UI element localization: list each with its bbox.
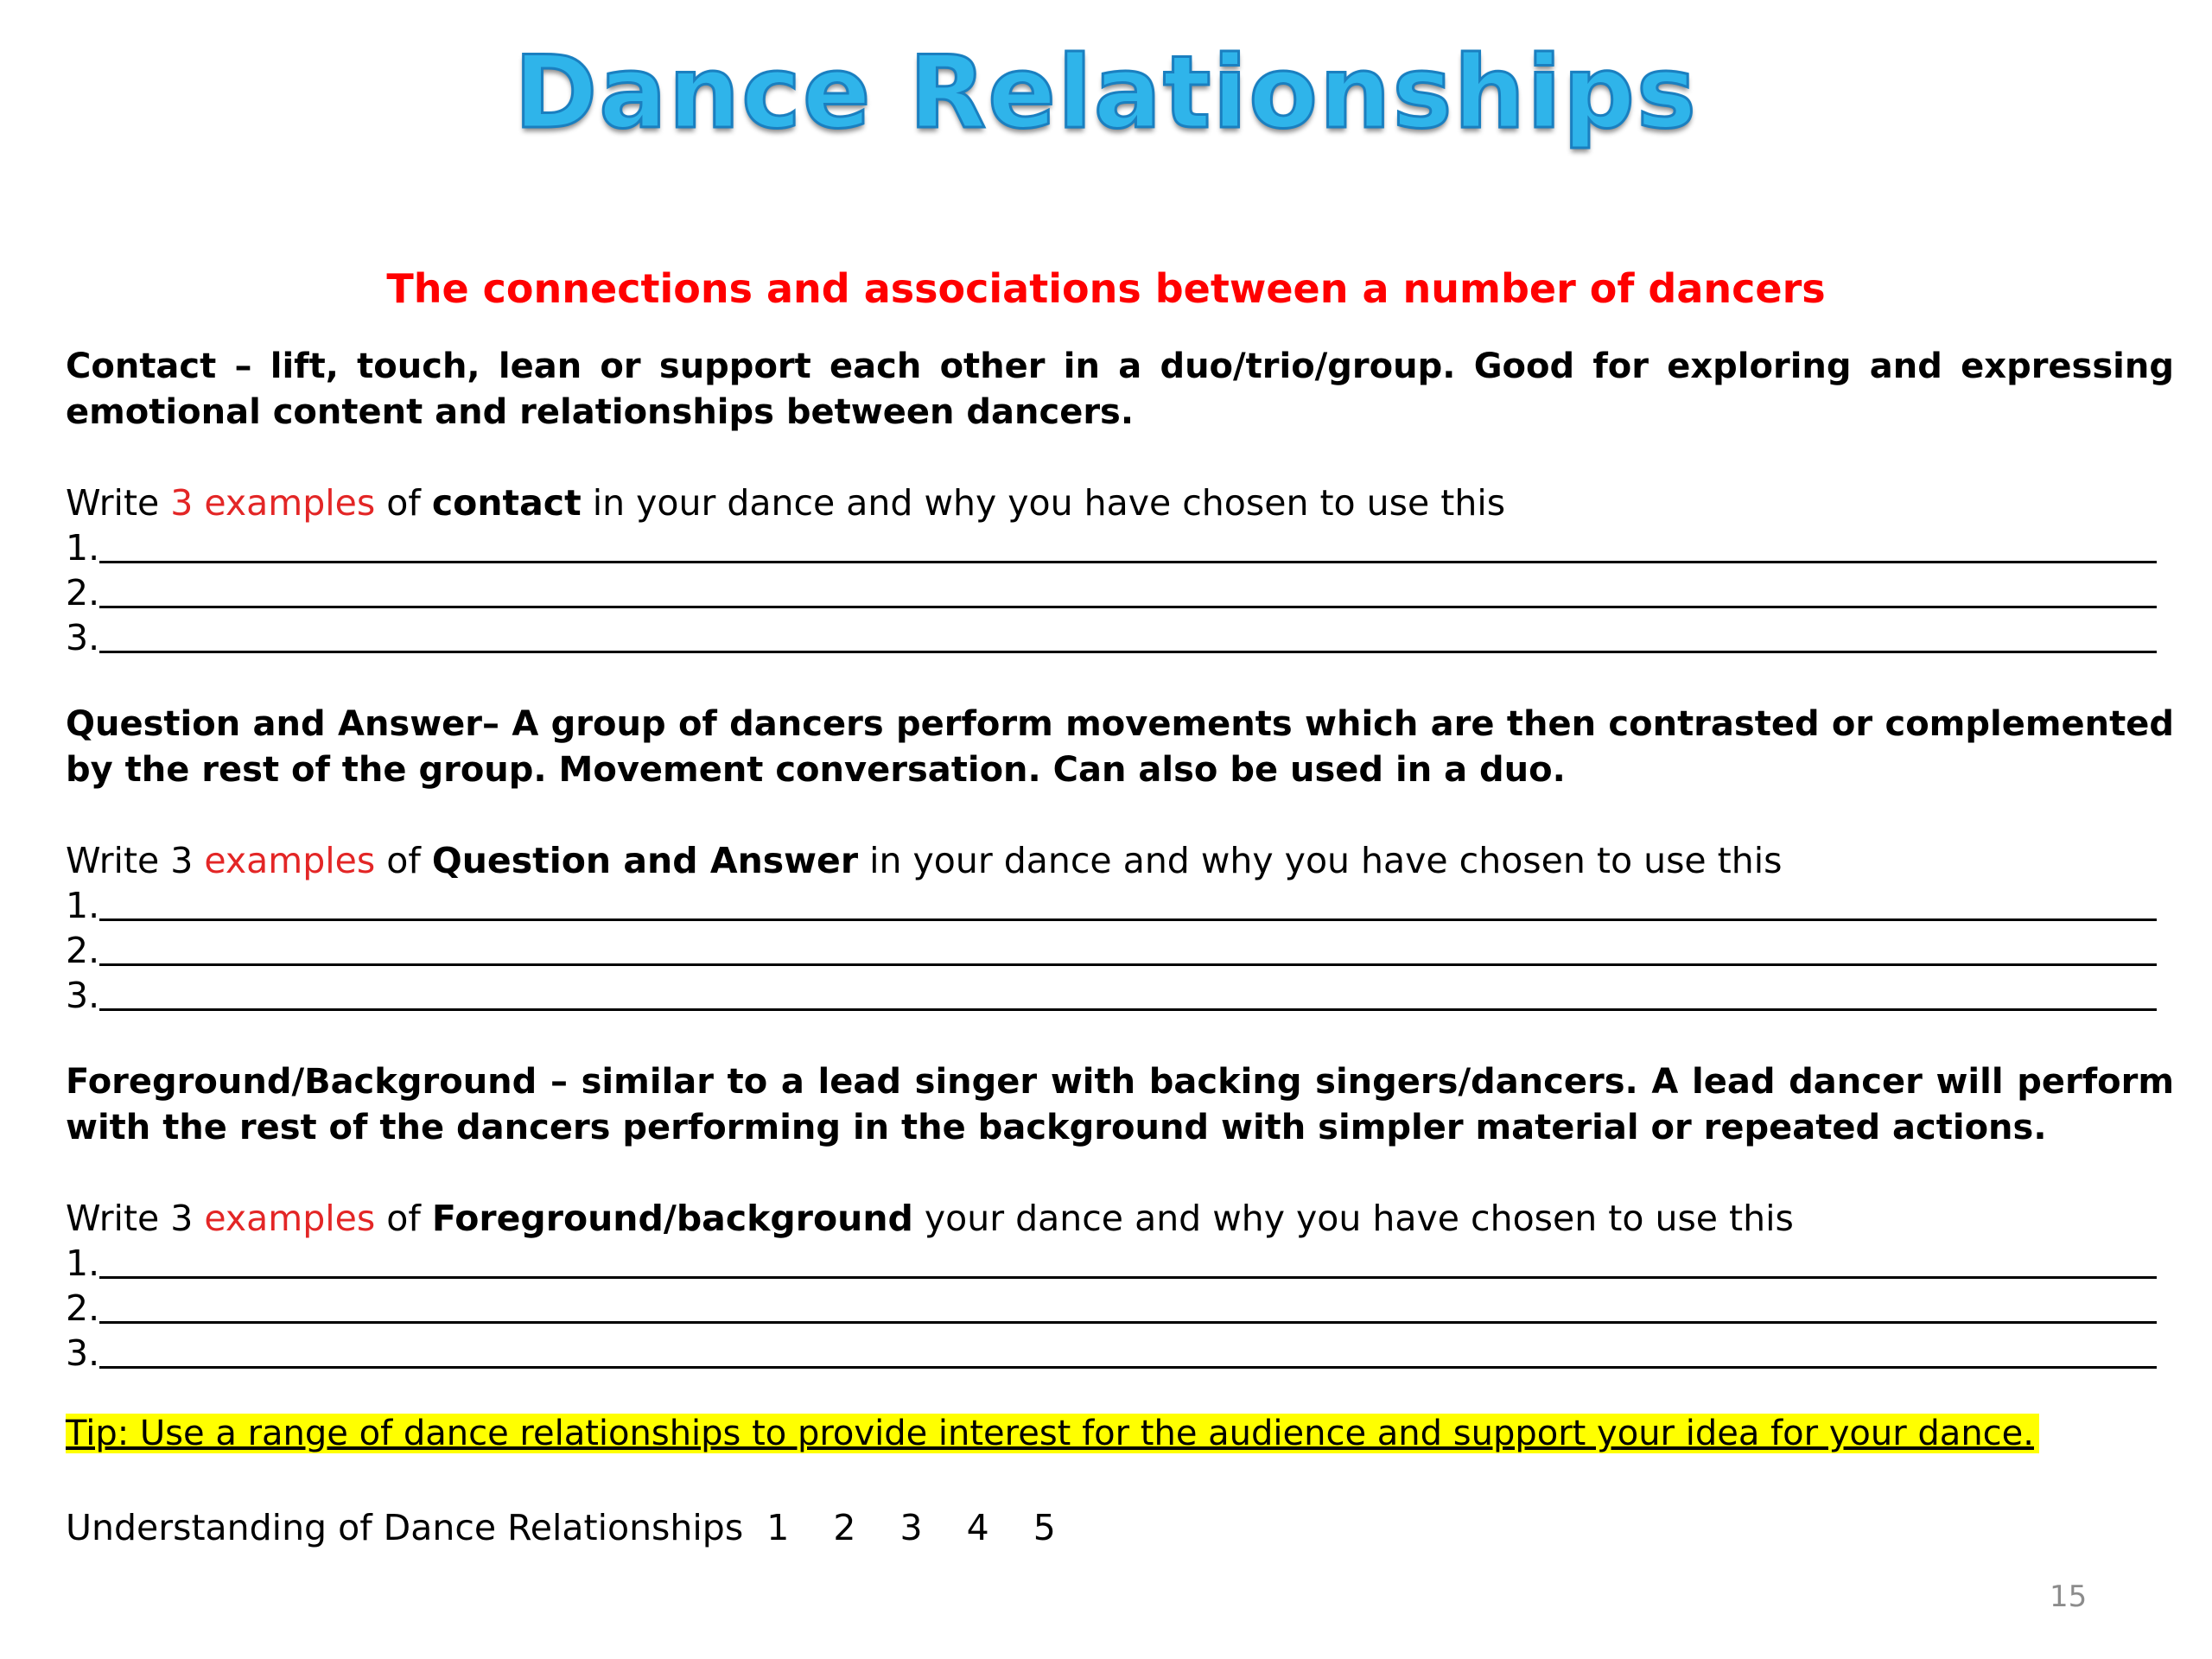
section-instruction	[66, 838, 2174, 883]
answer-line-number: 2.	[66, 1287, 100, 1329]
section-instruction	[66, 480, 2174, 525]
section-contact	[66, 344, 2174, 660]
section-description: Foreground/Background – similar to a lead singer with backing singers/dancers. A lead dancer will perform with the rest of the dancers performing in the background with simpler material or repeated actions.	[66, 1062, 2174, 1147]
answer-line-rule[interactable]	[99, 1366, 2157, 1369]
instruction-of: of	[375, 840, 432, 881]
answer-line-1[interactable]	[66, 1241, 2174, 1286]
instruction-examples: examples	[193, 1198, 376, 1239]
answer-line-number: 1.	[66, 527, 100, 569]
answer-line-rule[interactable]	[99, 1008, 2157, 1011]
answer-line-number: 2.	[66, 572, 100, 613]
answer-line-number: 3.	[66, 975, 100, 1016]
answer-lines	[66, 525, 2174, 660]
rating-label: Understanding of Dance Relationships	[66, 1507, 744, 1548]
rating-score-3[interactable]: 3	[899, 1507, 923, 1548]
section-question-answer	[66, 702, 2174, 1018]
instruction-prefix: Write 3	[66, 840, 194, 881]
section-instruction	[66, 1196, 2174, 1241]
page-title: Dance Relationships	[514, 35, 1698, 151]
answer-line-number: 1.	[66, 885, 100, 926]
tip-note	[66, 1408, 2039, 1459]
answer-line-2[interactable]	[66, 570, 2174, 615]
instruction-suffix: your dance and why you have chosen to use this	[912, 1198, 1794, 1239]
instruction-term: contact	[431, 482, 582, 524]
answer-line-number: 3.	[66, 617, 100, 658]
section-description: Contact – lift, touch, lean or support each other in a duo/trio/group. Good for exploring and expressing emotional content and relationships between dancers.	[66, 346, 2174, 432]
answer-line-rule[interactable]	[99, 963, 2157, 966]
instruction-examples: examples	[193, 482, 376, 524]
instruction-prefix: Write	[66, 482, 171, 524]
answer-line-rule[interactable]	[99, 1276, 2157, 1279]
rating-score-5[interactable]: 5	[1033, 1507, 1056, 1548]
section-foreground-background	[66, 1059, 2174, 1376]
instruction-number: 3	[170, 482, 194, 524]
instruction-term: Question and Answer	[431, 840, 859, 881]
answer-line-1[interactable]	[66, 525, 2174, 570]
answer-lines	[66, 883, 2174, 1018]
instruction-prefix: Write 3	[66, 1198, 194, 1239]
page-subtitle: The connections and associations between a number of dancers	[386, 265, 1826, 312]
tip-text: Tip: Use a range of dance relationships to provide interest for the audience and support your idea for your dance.	[66, 1414, 2039, 1453]
instruction-term: Foreground/background	[431, 1198, 913, 1239]
section-description: Question and Answer– A group of dancers perform movements which are then contrasted or complemented by the rest of the group. Movement conversation. Can also be used in a duo.	[66, 704, 2174, 790]
answer-line-rule[interactable]	[99, 561, 2157, 563]
answer-line-2[interactable]	[66, 1286, 2174, 1331]
instruction-examples: examples	[193, 840, 376, 881]
rating-score-2[interactable]: 2	[833, 1507, 856, 1548]
answer-line-3[interactable]	[66, 615, 2174, 660]
answer-lines	[66, 1241, 2174, 1376]
answer-line-number: 2.	[66, 930, 100, 971]
instruction-suffix: in your dance and why you have chosen to use this	[581, 482, 1506, 524]
instruction-suffix: in your dance and why you have chosen to use this	[858, 840, 1783, 881]
instruction-of: of	[375, 482, 432, 524]
answer-line-3[interactable]	[66, 973, 2174, 1018]
page-number: 15	[2050, 1580, 2088, 1614]
answer-line-rule[interactable]	[99, 918, 2157, 921]
rating-score-1[interactable]: 1	[766, 1507, 790, 1548]
understanding-rating	[66, 1505, 1056, 1550]
answer-line-number: 3.	[66, 1332, 100, 1374]
answer-line-number: 1.	[66, 1243, 100, 1284]
answer-line-rule[interactable]	[99, 651, 2157, 653]
answer-line-1[interactable]	[66, 883, 2174, 928]
answer-line-2[interactable]	[66, 928, 2174, 973]
answer-line-3[interactable]	[66, 1331, 2174, 1376]
instruction-of: of	[375, 1198, 432, 1239]
answer-line-rule[interactable]	[99, 606, 2157, 608]
answer-line-rule[interactable]	[99, 1321, 2157, 1324]
rating-score-4[interactable]: 4	[966, 1507, 989, 1548]
